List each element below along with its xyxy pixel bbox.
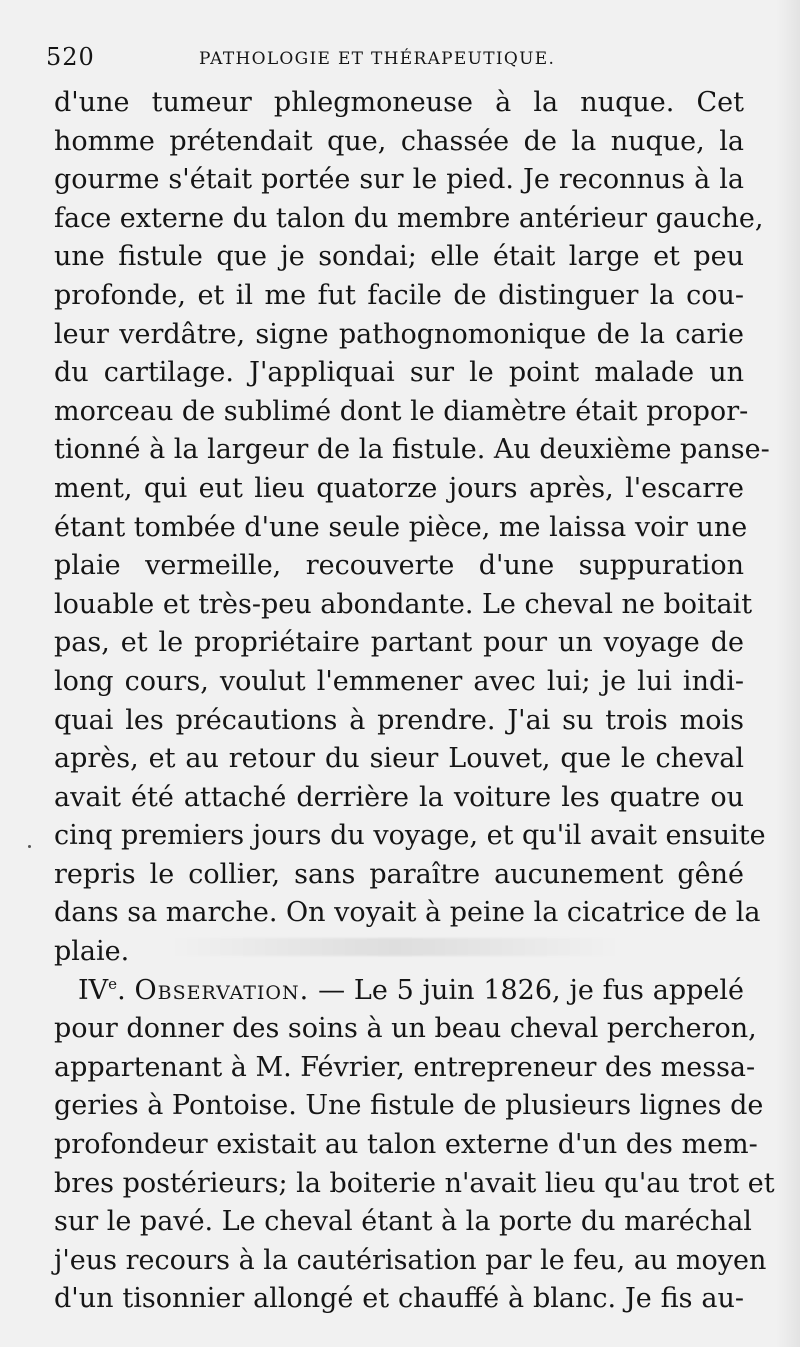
text-line: long cours, voulut l'emmener avec lui; je lui indi- [54,665,744,697]
observation-first-line: — Le 5 juin 1826, je fus appelé [309,974,744,1006]
page-number: 520 [46,43,95,71]
observation-dot: . [117,974,126,1006]
text-line: profonde, et il me fut facile de distinguer la cou- [54,279,744,311]
text-line: étant tombée d'une seule pièce, me laissa voir une [54,511,748,543]
text-line: quai les précautions à prendre. J'ai su trois mois [54,704,744,736]
text-line: avait été attaché derrière la voiture les quatre ou [54,781,744,813]
text-line: appartenant à M. Février, entrepreneur des messa- [54,1051,756,1083]
text-line: après, et au retour du sieur Louvet, que le cheval [54,743,744,775]
text-line: leur verdâtre, signe pathognomonique de la carie [54,318,744,350]
observation-number: IV [78,974,109,1006]
page-speck [28,845,31,848]
page-header [46,42,746,82]
bleed-through-mark [170,938,620,956]
text-line: bres postérieurs; la boiterie n'avait lieu qu'au trot et [54,1167,775,1199]
text-line: plaie. [54,936,130,968]
text-line: j'eus recours à la cautérisation par le feu, au moyen [54,1244,767,1276]
text-line: d'une tumeur phlegmoneuse à la nuque. Cet [54,87,744,118]
text-line: geries à Pontoise. Une fistule de plusieurs lignes de [54,1090,764,1122]
text-line: dans sa marche. On voyait à peine la cicatrice de la [54,897,761,929]
text-line: morceau de sublimé dont le diamètre était propor- [54,395,749,427]
text-line: profondeur existait au talon externe d'un des mem- [54,1129,758,1161]
text-line: pour donner des soins à un beau cheval percheron, [54,1013,757,1045]
text-line: pas, et le propriétaire partant pour un voyage de [54,627,744,659]
text-line: cinq premiers jours du voyage, et qu'il avait ensuite [54,820,766,852]
text-line: d'un tisonnier allongé et chauffé à blanc. Je fis au- [54,1283,744,1315]
text-line: ment, qui eut lieu quatorze jours après, l'escarre [54,472,744,504]
text-line: face externe du talon du membre antérieur gauche, [54,202,764,234]
text-line: plaie vermeille, recouverte d'une suppuration [54,550,744,582]
text-line: une fistule que je sondai; elle était large et peu [54,241,744,273]
observation-superscript: e [108,974,118,993]
text-line: louable et très-peu abondante. Le cheval ne boitait [54,588,753,620]
text-line: repris le collier, sans paraître aucunement gêné [54,858,744,890]
text-line: du cartilage. J'appliquai sur le point malade un [54,357,744,389]
body-text [54,84,775,1319]
text-line: homme prétendait que, chassée de la nuque, la [54,125,744,157]
scan-edge-shadow [776,0,800,1347]
text-line: tionné à la largeur de la fistule. Au deuxième panse- [54,434,770,466]
observation-label: Observation. [134,974,310,1006]
text-line: sur le pavé. Le cheval étant à la porte du maréchal [54,1206,752,1238]
text-line: gourme s'était portée sur le pied. Je reconnus à la [54,164,744,196]
observation-heading-line [54,972,744,1011]
running-head: PATHOLOGIE ET THÉRAPEUTIQUE. [199,49,556,69]
